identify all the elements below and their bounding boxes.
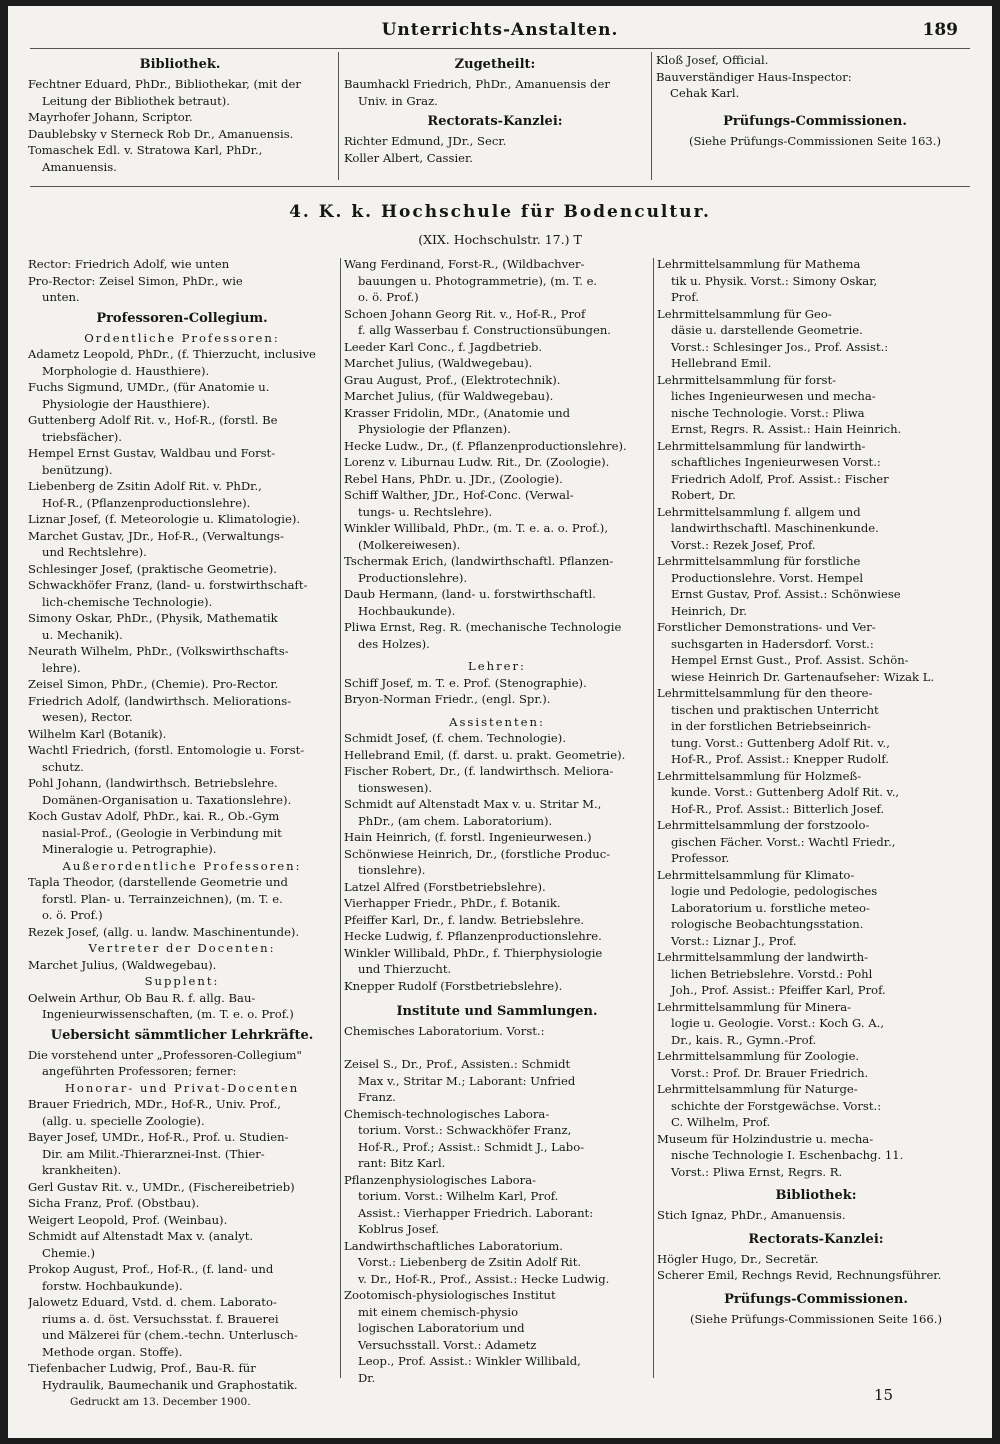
text-line: Schmidt auf Altenstadt Max v. u. Stritar M., — [344, 797, 602, 811]
text-line: Tschermak Erich, (landwirthschaftl. Pflanzen- — [344, 554, 614, 568]
text-line: Pro-Rector: Zeisel Simon, PhDr., wie — [28, 273, 243, 288]
collegium-heading: Professoren-Collegium. — [96, 310, 268, 326]
text-line: gischen Fächer. Vorst.: Wachtl Friedr., — [671, 834, 896, 849]
text-line: Die vorstehend unter „Professoren-Collegium" — [28, 1047, 302, 1062]
column-divider — [340, 258, 341, 1378]
pruefungs-commissionen-note: (Siehe Prüfungs-Commissionen Seite 163.) — [688, 133, 942, 148]
text-line: des Holzes). — [358, 636, 430, 651]
text-line: tionswesen). — [358, 780, 433, 795]
text-line: Vorst.: Schlesinger Jos., Prof. Assist.: — [671, 339, 889, 354]
zugetheilt-entries — [344, 76, 646, 109]
text-line: Sicha Franz, Prof. (Obstbau). — [28, 1196, 200, 1210]
text-line: bauungen u. Photogrammetrie), (m. T. e. — [358, 273, 598, 288]
text-line: Lorenz v. Liburnau Ludw. Rit., Dr. (Zoologie). — [344, 455, 610, 469]
lehrer-entries — [344, 675, 650, 708]
text-line: Knepper Rudolf (Forstbetriebslehre). — [344, 978, 563, 993]
docenten-entries — [344, 256, 650, 652]
text-line: triebsfächer). — [42, 429, 122, 444]
text-line: Hempel Ernst Gust., Prof. Assist. Schön- — [671, 653, 909, 667]
text-line: Lehrmittelsammlung für den theore- — [657, 686, 873, 700]
text-line: Lehrmittelsammlung für Minera- — [657, 999, 852, 1014]
text-line: schaftliches Ingenieurwesen Vorst.: — [671, 455, 881, 469]
text-line: Landwirthschaftliches Laboratorium. — [344, 1238, 563, 1253]
text-line — [344, 1040, 650, 1057]
text-line: Hof-R., Prof. Assist.: Bitterlich Josef. — [671, 801, 885, 816]
text-line: nische Technologie I. Eschenbachg. 11. — [671, 1148, 904, 1162]
text-line: Krasser Fridolin, MDr., (Anatomie und — [344, 405, 571, 420]
text-line: Vorst.: Liebenberg de Zsitin Adolf Rit. — [358, 1255, 582, 1269]
text-line: Hydraulik, Baumechanik und Graphostatik. — [42, 1377, 298, 1392]
main-column-3 — [657, 256, 975, 1327]
text-line: Winkler Willibald, PhDr., f. Thierphysiologie — [344, 945, 603, 960]
zugetheilt-heading: Zugetheilt: — [454, 57, 536, 72]
text-line: Guttenberg Adolf Rit. v., Hof-R., (forstl. Be — [28, 413, 278, 427]
pruefungs-commissionen-heading-2: Prüfungs-Commissionen. — [724, 1291, 908, 1307]
text-line: lich-chemische Technologie). — [42, 594, 213, 609]
text-line: mit einem chemisch-physio — [358, 1304, 519, 1319]
text-line: Ingenieurwissenschaften, (m. T. e. o. Prof.) — [42, 1007, 294, 1021]
text-line: angeführten Professoren; ferner: — [42, 1064, 237, 1078]
text-line: Max v., Stritar M.; Laborant: Unfried — [358, 1073, 576, 1088]
text-line: o. ö. Prof.) — [358, 290, 419, 304]
text-line: Laboratorium u. forstliche meteo- — [671, 900, 870, 915]
text-line: Lehrmittelsammlung für Naturge- — [657, 1082, 858, 1096]
text-line: Richter Edmund, JDr., Secr. — [344, 134, 507, 148]
text-line: (allg. u. specielle Zoologie). — [42, 1113, 205, 1128]
lehrmittel-entries — [657, 256, 975, 1180]
text-line: Lehrmittelsammlung f. allgem und — [657, 504, 861, 519]
text-line: Hof-R., Prof.; Assist.: Schmidt J., Labo- — [358, 1139, 585, 1154]
column-divider — [651, 52, 652, 180]
bibliothek-entries — [28, 76, 332, 175]
text-line: lichen Betriebslehre. Vorstd.: Pohl — [671, 966, 873, 981]
text-line: Vierhapper Friedr., PhDr., f. Botanik. — [344, 896, 561, 910]
document-page — [8, 6, 992, 1438]
text-line: Museum für Holzindustrie u. mecha- — [657, 1131, 874, 1146]
text-line: Mayrhofer Johann, Scriptor. — [28, 110, 193, 124]
text-line: Tomaschek Edl. v. Stratowa Karl, PhDr., — [28, 143, 263, 157]
text-line: Professor. — [671, 851, 730, 865]
text-line: liches Ingenieurwesen und mecha- — [671, 389, 876, 403]
text-line: tungs- u. Rechtslehre). — [358, 504, 493, 519]
text-line: Koblrus Josef. — [358, 1222, 440, 1236]
text-line: Tiefenbacher Ludwig, Prof., Bau-R. für — [28, 1361, 256, 1375]
text-line: Lehrmittelsammlung für Klimato- — [657, 867, 855, 882]
text-line: Adametz Leopold, PhDr., (f. Thierzucht, inclusive — [28, 347, 316, 361]
text-line: Wilhelm Karl (Botanik). — [28, 726, 167, 741]
text-line: Bayer Josef, UMDr., Hof-R., Prof. u. Studien- — [28, 1130, 289, 1144]
rectorats-kanzlei-heading: Rectorats-Kanzlei: — [427, 114, 563, 129]
main-column-2 — [344, 256, 650, 1386]
text-line: Weigert Leopold, Prof. (Weinbau). — [28, 1212, 228, 1227]
pruefungs-commissionen-heading: Prüfungs-Commissionen. — [723, 113, 907, 129]
bibliothek-entries-2 — [657, 1207, 975, 1224]
uebersicht-intro — [28, 1047, 336, 1080]
top-column-2 — [344, 52, 646, 166]
text-line: Bryon-Norman Friedr., (engl. Spr.). — [344, 692, 551, 706]
official-entries — [656, 52, 974, 102]
text-line: v. Dr., Hof-R., Prof., Assist.: Hecke Ludwig. — [358, 1271, 610, 1286]
text-line: Liebenberg de Zsitin Adolf Rit. v. PhDr., — [28, 479, 262, 493]
text-line: Assist.: Vierhapper Friedrich. Laborant: — [358, 1205, 594, 1220]
text-line: Marchet Julius, (Waldwegebau). — [344, 356, 533, 370]
text-line: Schoen Johann Georg Rit. v., Hof-R., Prof — [344, 306, 586, 321]
text-line: Kloß Josef, Official. — [656, 53, 769, 67]
text-line: Pliwa Ernst, Reg. R. (mechanische Technologie — [344, 620, 622, 634]
text-line: Mineralogie u. Petrographie). — [42, 842, 217, 856]
text-line: forstl. Plan- u. Terrainzeichnen), (m. T. e. — [42, 891, 283, 906]
text-line: C. Wilhelm, Prof. — [671, 1115, 771, 1129]
text-line: Koch Gustav Adolf, PhDr., kai. R., Ob.-Gym — [28, 809, 280, 823]
text-line: Productionslehre). — [358, 570, 468, 585]
text-line: Hof-R., Prof. Assist.: Knepper Rudolf. — [671, 752, 889, 766]
text-line: Vorst.: Pliwa Ernst, Regrs. R. — [671, 1164, 843, 1179]
vertreter-entries — [28, 957, 336, 974]
text-line: Franz. — [358, 1090, 396, 1104]
bibliothek-heading-2: Bibliothek: — [775, 1188, 857, 1203]
text-line: Pfeiffer Karl, Dr., f. landw. Betriebslehre. — [344, 912, 585, 927]
text-line: benützung). — [42, 462, 113, 477]
text-line: PhDr., (am chem. Laboratorium). — [358, 813, 553, 828]
text-line: Daublebsky v Sterneck Rob Dr., Amanuensis. — [28, 126, 294, 141]
institute-entries — [344, 1023, 650, 1386]
section-title: 4. K. k. Hochschule für Bodencultur. — [289, 202, 711, 222]
text-line: Hellebrand Emil. — [671, 356, 772, 370]
bibliothek-heading: Bibliothek. — [139, 57, 221, 72]
uebersicht-heading: Uebersicht sämmtlicher Lehrkräfte. — [50, 1027, 314, 1043]
text-line: Jalowetz Eduard, Vstd. d. chem. Laborato- — [28, 1295, 277, 1309]
text-line: tung. Vorst.: Guttenberg Adolf Rit. v., — [671, 735, 890, 750]
text-line: Domänen-Organisation u. Taxationslehre). — [42, 792, 292, 807]
institute-heading: Institute und Sammlungen. — [396, 1004, 598, 1019]
text-line: und Thierzucht. — [358, 962, 452, 976]
text-line: Dr., kais. R., Gymn.-Prof. — [671, 1032, 817, 1047]
text-line: lehre). — [42, 660, 81, 675]
text-line: schutz. — [42, 759, 84, 774]
text-line: Schmidt Josef, (f. chem. Technologie). — [344, 731, 567, 745]
text-line: logie u. Geologie. Vorst.: Koch G. A., — [671, 1016, 885, 1030]
text-line: Prof. — [671, 290, 699, 304]
text-line: torium. Vorst.: Wilhelm Karl, Prof. — [358, 1189, 559, 1203]
text-line: Vorst.: Prof. Dr. Brauer Friedrich. — [671, 1065, 869, 1080]
text-line: Brauer Friedrich, MDr., Hof-R., Univ. Prof., — [28, 1097, 281, 1111]
text-line: Zootomisch-physiologisches Institut — [344, 1288, 556, 1302]
text-line: Gerl Gustav Rit. v., UMDr., (Fischereibetrieb) — [28, 1179, 295, 1194]
text-line: Versuchsstall. Vorst.: Adametz — [358, 1337, 537, 1352]
text-line: Leitung der Bibliothek betraut). — [42, 93, 230, 108]
text-line: Lehrmittelsammlung für Geo- — [657, 306, 832, 321]
supplent-heading: Supplent: — [144, 974, 220, 988]
text-line: Chemie.) — [42, 1245, 95, 1260]
text-line: Dir. am Milit.-Thierarznei-Inst. (Thier- — [42, 1146, 265, 1161]
text-line: Rebel Hans, PhDr. u. JDr., (Zoologie). — [344, 471, 563, 486]
honorar-entries — [28, 1096, 336, 1393]
text-line: Amanuensis. — [42, 159, 117, 174]
text-line: Oelwein Arthur, Ob Bau R. f. allg. Bau- — [28, 990, 256, 1005]
text-line: (Molkereiwesen). — [358, 537, 461, 552]
vertreter-heading: Vertreter der Docenten: — [88, 941, 276, 955]
text-line: Hecke Ludw., Dr., (f. Pflanzenproductionslehre). — [344, 438, 627, 453]
text-line: Lehrmittelsammlung für Holzmeß- — [657, 768, 862, 783]
text-line: Lehrmittelsammlung für Mathema — [657, 257, 861, 271]
text-line: f. allg Wasserbau f. Constructionsübungen. — [358, 323, 611, 337]
text-line: Ernst Gustav, Prof. Assist.: Schönwiese — [671, 587, 901, 601]
text-line: Marchet Julius, (für Waldwegebau). — [344, 389, 554, 403]
text-line: Högler Hugo, Dr., Secretär. — [657, 1251, 819, 1266]
text-line: Chemisches Laboratorium. Vorst.: — [344, 1024, 545, 1038]
honorar-heading: Honorar- und Privat-Docenten — [64, 1080, 300, 1095]
rector-entries — [28, 256, 336, 306]
text-line: unten. — [42, 290, 80, 304]
text-line: Daub Hermann, (land- u. forstwirthschaftl. — [344, 587, 596, 601]
text-line: Heinrich, Dr. — [671, 603, 747, 618]
assistenten-heading: Assistenten: — [449, 714, 545, 729]
text-line: Rezek Josef, (allg. u. landw. Maschinentunde). — [28, 924, 300, 939]
print-date: Gedruckt am 13. December 1900. — [70, 1396, 251, 1408]
header-rule — [30, 48, 970, 49]
text-line: o. ö. Prof.) — [42, 908, 103, 922]
text-line: Cehak Karl. — [670, 86, 740, 100]
text-line: Prokop August, Prof., Hof-R., (f. land- und — [28, 1262, 274, 1276]
text-line: Hempel Ernst Gustav, Waldbau und Forst- — [28, 446, 276, 460]
text-line: Marchet Gustav, JDr., Hof-R., (Verwaltungs- — [28, 528, 284, 543]
text-line: tionslehre). — [358, 863, 426, 877]
text-line: Liznar Josef, (f. Meteorologie u. Klimatologie). — [28, 512, 301, 526]
text-line: Lehrmittelsammlung der landwirth- — [657, 950, 868, 964]
text-line: Univ. in Graz. — [358, 93, 438, 108]
column-divider — [338, 52, 339, 180]
text-line: Vorst.: Liznar J., Prof. — [671, 933, 797, 948]
rectorats-kanzlei-entries-2 — [657, 1251, 975, 1284]
text-line: logie und Pedologie, pedologisches — [671, 884, 878, 898]
text-line: Rector: Friedrich Adolf, wie unten — [28, 257, 230, 271]
text-line: kunde. Vorst.: Guttenberg Adolf Rit. v., — [671, 785, 900, 799]
text-line: wesen), Rector. — [42, 710, 133, 724]
text-line: forstw. Hochbaukunde). — [42, 1278, 183, 1293]
text-line: nische Technologie. Vorst.: Pliwa — [671, 405, 865, 420]
text-line: Schlesinger Josef, (praktische Geometrie). — [28, 561, 277, 576]
text-line: in der forstlichen Betriebseinrich- — [671, 719, 871, 733]
text-line: rant: Bitz Karl. — [358, 1156, 446, 1170]
text-line: Neurath Wilhelm, PhDr., (Volkswirthschafts- — [28, 644, 289, 658]
supplent-entries — [28, 990, 336, 1023]
text-line: Scherer Emil, Rechngs Revid, Rechnungsführer. — [657, 1268, 942, 1282]
text-line: und Mälzerei für (chem.-techn. Unterlusch- — [42, 1328, 298, 1342]
text-line: nasial-Prof., (Geologie in Verbindung mit — [42, 825, 282, 840]
text-line: Wang Ferdinand, Forst-R., (Wildbachver- — [344, 257, 585, 271]
text-line: Lehrmittelsammlung für landwirth- — [657, 438, 866, 453]
text-line: Methode organ. Stoffe). — [42, 1344, 183, 1359]
text-line: Hain Heinrich, (f. forstl. Ingenieurwesen.) — [344, 830, 592, 844]
text-line: Vorst.: Rezek Josef, Prof. — [671, 537, 816, 552]
text-line: torium. Vorst.: Schwackhöfer Franz, — [358, 1123, 572, 1137]
ausserordentliche-heading: Außerordentliche Professoren: — [62, 858, 302, 873]
text-line: Wachtl Friedrich, (forstl. Entomologie u. Forst- — [28, 743, 305, 757]
text-line: Leop., Prof. Assist.: Winkler Willibald, — [358, 1354, 581, 1368]
text-line: Schiff Walther, JDr., Hof-Conc. (Verwal- — [344, 488, 574, 502]
text-line: Physiologie der Hausthiere). — [42, 396, 211, 411]
section-rule — [30, 186, 970, 187]
text-line: wiese Heinrich Dr. Gartenaufseher: Wizak L. — [671, 669, 935, 684]
text-line: Schwackhöfer Franz, (land- u. forstwirthschaft- — [28, 578, 308, 592]
text-line: Forstlicher Demonstrations- und Ver- — [657, 620, 876, 634]
section-address: (XIX. Hochschulstr. 17.) T — [418, 232, 582, 247]
text-line: Pohl Johann, (landwirthsch. Betriebslehre. — [28, 776, 278, 790]
rectorats-kanzlei-entries — [344, 133, 646, 166]
ausserordentliche-entries — [28, 874, 336, 940]
text-line: Lehrmittelsammlung der forstzoolo- — [657, 818, 870, 832]
text-line: Tapla Theodor, (darstellende Geometrie und — [28, 875, 288, 889]
ordentliche-entries — [28, 346, 336, 858]
text-line: Physiologie der Pflanzen). — [358, 422, 511, 436]
top-column-3 — [656, 52, 974, 149]
text-line: Robert, Dr. — [671, 488, 736, 502]
ordentliche-heading: Ordentliche Professoren: — [84, 330, 280, 345]
text-line: Leeder Karl Conc., f. Jagdbetrieb. — [344, 339, 543, 354]
text-line: Grau August, Prof., (Elektrotechnik). — [344, 372, 561, 387]
text-line: Latzel Alfred (Forstbetriebslehre). — [344, 879, 546, 894]
text-line: logischen Laboratorium und — [358, 1321, 525, 1335]
text-line: Lehrmittelsammlung für forstliche — [657, 554, 861, 568]
running-title: Unterrichts-Anstalten. — [381, 20, 619, 40]
text-line: Schmidt auf Altenstadt Max v. (analyt. — [28, 1229, 254, 1243]
text-line: u. Mechanik). — [42, 627, 123, 642]
text-line: Hochbaukunde). — [358, 603, 456, 618]
text-line: Hellebrand Emil, (f. darst. u. prakt. Geometrie). — [344, 747, 626, 762]
text-line: däsie u. darstellende Geometrie. — [671, 323, 863, 337]
assistenten-entries — [344, 730, 650, 994]
text-line: Dr. — [358, 1370, 376, 1385]
text-line: Hecke Ludwig, f. Pflanzenproductionslehre. — [344, 929, 602, 943]
text-line: rologische Beobachtungsstation. — [671, 917, 864, 931]
text-line: Productionslehre. Vorst. Hempel — [671, 570, 864, 585]
text-line: und Rechtslehre). — [42, 545, 147, 559]
top-column-1 — [28, 52, 332, 175]
text-line: Morphologie d. Hausthiere). — [42, 363, 210, 378]
rectorats-kanzlei-heading-2: Rectorats-Kanzlei: — [748, 1231, 884, 1247]
text-line: Winkler Willibald, PhDr., (m. T. e. a. o. Prof.), — [344, 521, 609, 535]
page-number: 189 — [922, 20, 958, 40]
text-line: Zeisel S., Dr., Prof., Assisten.: Schmidt — [344, 1057, 571, 1071]
text-line: landwirthschaftl. Maschinenkunde. — [671, 521, 879, 535]
lehrer-heading: Lehrer: — [468, 659, 526, 673]
text-line: Pflanzenphysiologisches Labora- — [344, 1172, 537, 1187]
text-line: Stich Ignaz, PhDr., Amanuensis. — [657, 1208, 846, 1222]
sheet-number: 15 — [874, 1386, 894, 1404]
text-line: Schiff Josef, m. T. e. Prof. (Stenographie). — [344, 675, 587, 690]
text-line: tik u. Physik. Vorst.: Simony Oskar, — [671, 273, 878, 288]
text-line: Baumhackl Friedrich, PhDr., Amanuensis der — [344, 77, 610, 91]
text-line: Koller Albert, Cassier. — [344, 150, 473, 165]
text-line: Fuchs Sigmund, UMDr., (für Anatomie u. — [28, 380, 270, 394]
pruefungs-commissionen-note-2: (Siehe Prüfungs-Commissionen Seite 166.) — [689, 1311, 943, 1326]
text-line: Friedrich Adolf, (landwirthsch. Meliorations- — [28, 693, 292, 708]
text-line: riums a. d. öst. Versuchsstat. f. Brauerei — [42, 1311, 279, 1326]
text-line: Fischer Robert, Dr., (f. landwirthsch. Meliora- — [344, 764, 614, 778]
text-line: Schönwiese Heinrich, Dr., (forstliche Produc- — [344, 846, 611, 861]
text-line: Lehrmittelsammlung für forst- — [657, 372, 837, 387]
text-line: Chemisch-technologisches Labora- — [344, 1106, 550, 1121]
text-line: Hof-R., (Pflanzenproductionslehre). — [42, 495, 251, 510]
text-line: schichte der Forstgewächse. Vorst.: — [671, 1098, 882, 1113]
main-column-1 — [28, 256, 336, 1393]
text-line: krankheiten). — [42, 1163, 122, 1177]
text-line: Marchet Julius, (Waldwegebau). — [28, 957, 217, 972]
text-line: Joh., Prof. Assist.: Pfeiffer Karl, Prof. — [671, 983, 886, 997]
column-divider — [653, 258, 654, 1378]
text-line: Simony Oskar, PhDr., (Physik, Mathematik — [28, 611, 278, 625]
text-line: Ernst, Regrs. R. Assist.: Hain Heinrich. — [671, 422, 902, 436]
text-line: tischen und praktischen Unterricht — [671, 702, 879, 717]
text-line: Zeisel Simon, PhDr., (Chemie). Pro-Rector. — [28, 677, 279, 691]
text-line: Friedrich Adolf, Prof. Assist.: Fischer — [671, 471, 889, 486]
text-line: Lehrmittelsammlung für Zoologie. — [657, 1049, 860, 1063]
text-line: Bauverständiger Haus-Inspector: — [656, 69, 852, 84]
text-line: suchsgarten in Hadersdorf. Vorst.: — [671, 636, 874, 651]
text-line: Fechtner Eduard, PhDr., Bibliothekar, (mit der — [28, 77, 301, 91]
